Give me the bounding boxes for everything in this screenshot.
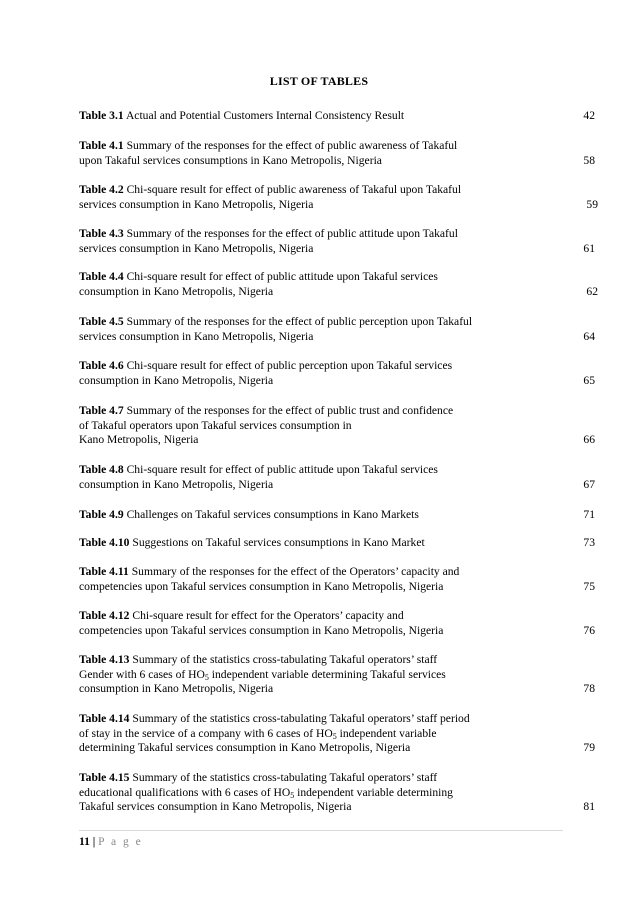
table-caption-line: Summary of the responses for the effect of public awareness of Takaful xyxy=(126,139,458,152)
table-entry xyxy=(79,712,595,756)
table-entry xyxy=(79,109,595,124)
table-caption-line: of stay in the service of a company with 6 cases of $HO_5$ independent variable xyxy=(79,726,437,741)
table-entry xyxy=(79,536,595,551)
table-number: Table 4.2 xyxy=(79,183,124,196)
table-number: Table 3.1 xyxy=(79,109,124,122)
table-number: Table 4.10 xyxy=(79,536,130,549)
table-caption-line: Summary of the statistics cross-tabulating Takaful operators’ staff xyxy=(132,771,438,784)
table-page-number: 61 xyxy=(583,241,595,255)
table-caption-line: Summary of the responses for the effect of the Operators’ capacity and xyxy=(131,565,460,578)
table-entry xyxy=(79,404,595,448)
table-caption-line: Chi-square result for effect for the Operators’ capacity and xyxy=(132,609,404,622)
table-page-number: 78 xyxy=(583,682,595,695)
table-entry-text xyxy=(79,227,539,256)
table-caption-line: Gender with 6 cases of $HO_5$ independent variable determining Takaful services xyxy=(79,667,446,682)
table-entry xyxy=(79,463,595,492)
table-entry xyxy=(79,508,595,523)
table-caption-line: Suggestions on Takaful services consumptions in Kano Market xyxy=(132,536,425,549)
table-entry xyxy=(79,609,595,638)
table-number: Table 4.4 xyxy=(79,270,124,283)
table-caption-line: services consumption in Kano Metropolis, Nigeria xyxy=(79,241,314,255)
table-caption-line: Kano Metropolis, Nigeria xyxy=(79,433,199,446)
table-caption-line: services consumption in Kano Metropolis, Nigeria xyxy=(79,197,314,211)
table-caption-line: Summary of the responses for the effect of public attitude upon Takaful xyxy=(126,227,458,240)
table-caption-line: Chi-square result for effect of public perception upon Takaful services xyxy=(126,359,453,372)
table-page-number: 64 xyxy=(583,329,595,343)
table-entry-text xyxy=(79,508,539,523)
table-caption-line: Chi-square result for effect of public attitude upon Takaful services xyxy=(126,270,438,283)
table-caption-line: competencies upon Takaful services consumption in Kano Metropolis, Nigeria xyxy=(79,623,444,637)
table-caption-line: determining Takaful services consumption in Kano Metropolis, Nigeria xyxy=(79,741,411,754)
table-page-number: 73 xyxy=(583,536,595,549)
table-entry-text xyxy=(79,109,539,124)
table-number: Table 4.14 xyxy=(79,712,130,725)
table-caption-line: services consumption in Kano Metropolis, Nigeria xyxy=(79,329,314,343)
table-page-number: 62 xyxy=(586,284,598,298)
table-entry-text xyxy=(79,183,539,212)
table-entry xyxy=(79,359,595,388)
table-entry xyxy=(79,139,595,168)
footer-page-number: 11 xyxy=(79,836,90,848)
table-caption-line: consumption in Kano Metropolis, Nigeria xyxy=(79,477,274,491)
page-title: LIST OF TABLES xyxy=(269,74,369,88)
table-caption-line: competencies upon Takaful services consumption in Kano Metropolis, Nigeria xyxy=(79,579,444,593)
table-entry xyxy=(79,270,598,299)
table-entry-text xyxy=(79,359,539,388)
page-footer xyxy=(79,836,143,848)
table-entry-text xyxy=(79,771,539,815)
table-number: Table 4.9 xyxy=(79,508,124,521)
table-page-number: 65 xyxy=(583,373,595,387)
table-entry-text xyxy=(79,565,539,594)
table-entry xyxy=(79,565,595,594)
table-entry-text xyxy=(79,653,539,697)
table-page-number: 66 xyxy=(583,433,595,446)
table-number: Table 4.6 xyxy=(79,359,124,372)
table-entry xyxy=(79,227,595,256)
footer-page-label: P a g e xyxy=(98,836,143,848)
table-number: Table 4.15 xyxy=(79,771,130,784)
table-number: Table 4.5 xyxy=(79,315,124,328)
table-number: Table 4.13 xyxy=(79,653,130,666)
table-number: Table 4.12 xyxy=(79,609,130,622)
table-page-number: 79 xyxy=(583,741,595,754)
table-entry-text xyxy=(79,609,539,638)
footer-divider xyxy=(79,830,563,831)
table-caption-line: Actual and Potential Customers Internal Consistency Result xyxy=(125,109,405,122)
table-caption-line: Summary of the responses for the effect of public trust and confidence xyxy=(126,404,454,417)
table-caption-line: consumption in Kano Metropolis, Nigeria xyxy=(79,682,274,695)
table-caption-line: Takaful services consumption in Kano Metropolis, Nigeria xyxy=(79,800,352,813)
table-caption-line: consumption in Kano Metropolis, Nigeria xyxy=(79,373,274,387)
table-entry-text xyxy=(79,315,539,344)
table-page-number: 42 xyxy=(583,109,595,122)
table-entry-text xyxy=(79,139,539,168)
table-page-number: 81 xyxy=(583,800,595,813)
table-caption-line: consumption in Kano Metropolis, Nigeria xyxy=(79,284,274,298)
table-caption-line: Summary of the responses for the effect of public perception upon Takaful xyxy=(126,315,473,328)
table-page-number: 67 xyxy=(583,477,595,491)
table-caption-line: Summary of the statistics cross-tabulating Takaful operators’ staff period xyxy=(132,712,470,725)
table-caption-line: Challenges on Takaful services consumptions in Kano Markets xyxy=(126,508,419,521)
table-page-number: 58 xyxy=(583,153,595,167)
table-entry xyxy=(79,183,598,212)
table-caption-line: upon Takaful services consumptions in Kano Metropolis, Nigeria xyxy=(79,153,382,167)
table-entry-text xyxy=(79,463,539,492)
table-number: Table 4.3 xyxy=(79,227,124,240)
table-number: Table 4.11 xyxy=(79,565,129,578)
table-entry-text xyxy=(79,270,539,299)
table-entry xyxy=(79,315,595,344)
table-caption-line: Chi-square result for effect of public attitude upon Takaful services xyxy=(126,463,438,476)
table-caption-line: Chi-square result for effect of public awareness of Takaful upon Takaful xyxy=(126,183,462,196)
table-entry-text xyxy=(79,712,539,756)
table-entry xyxy=(79,653,595,697)
footer-separator: | xyxy=(92,836,96,848)
table-entry-text xyxy=(79,536,539,551)
table-page-number: 59 xyxy=(586,197,598,211)
table-caption-line: Summary of the statistics cross-tabulating Takaful operators’ staff xyxy=(132,653,438,666)
table-page-number: 71 xyxy=(583,508,595,521)
table-number: Table 4.7 xyxy=(79,404,124,417)
table-entry-text xyxy=(79,404,539,448)
table-page-number: 75 xyxy=(583,579,595,593)
table-number: Table 4.8 xyxy=(79,463,124,476)
table-number: Table 4.1 xyxy=(79,139,124,152)
table-caption-line: educational qualifications with 6 cases of $HO_5$ independent variable determining xyxy=(79,785,453,800)
table-entry xyxy=(79,771,595,815)
table-caption-line: of Takaful operators upon Takaful services consumption in xyxy=(79,418,352,432)
table-page-number: 76 xyxy=(583,623,595,637)
